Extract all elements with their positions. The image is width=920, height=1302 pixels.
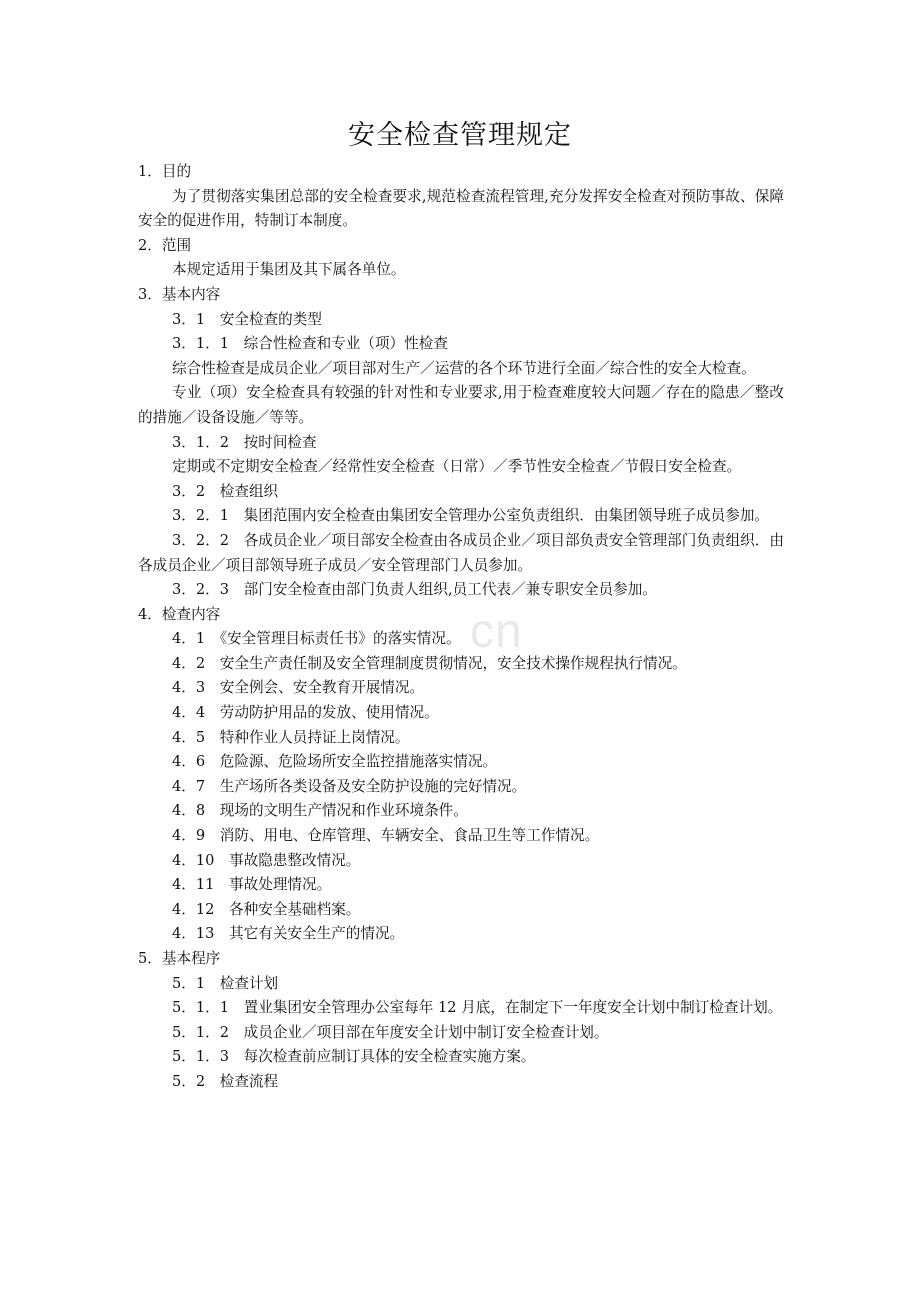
subsection-line: 3．1 安全检查的类型 — [172, 310, 322, 328]
subsection-line: 4．5 特种作业人员持证上岗情况。 — [172, 728, 410, 746]
subsection-line: 3．1．1 综合性检查和专业（项）性检查 — [172, 335, 448, 353]
subsection-line: 5．2 检查流程 — [172, 1072, 279, 1090]
document-body — [138, 160, 784, 1095]
paragraph: 综合性检查是成员企业／项目部对生产／运营的各个环节进行全面／综合性的安全大检查。 — [172, 359, 756, 377]
subsection-line: 4．3 安全例会、安全教育开展情况。 — [172, 679, 425, 697]
paragraph: 专业（项）安全检查具有较强的针对性和专业要求,用于检查难度较大问题／存在的隐患／整改的措施／设备设施／等等。 — [138, 384, 784, 426]
subsection-line: 4．6 危险源、危险场所安全监控措施落实情况。 — [172, 753, 498, 771]
subsection-line: 4．7 生产场所各类设备及安全防护设施的完好情况。 — [172, 777, 527, 795]
section-heading: 2．范围 — [138, 236, 192, 254]
document-title: 安全检查管理规定 — [348, 120, 572, 151]
subsection-line: 4．10 事故隐患整改情况。 — [172, 851, 361, 869]
subsection-line: 5．1．3 每次检查前应制订具体的安全检查实施方案。 — [172, 1048, 536, 1066]
subsection-line: 3．2 检查组织 — [172, 482, 279, 500]
subsection-line: 4．9 消防、用电、仓库管理、车辆安全、食品卫生等工作情况。 — [172, 827, 600, 845]
section-heading: 3．基本内容 — [138, 285, 221, 303]
subsection-line: 5．1．2 成员企业／项目部在年度安全计划中制订安全检查计划。 — [172, 1023, 609, 1041]
paragraph: 3．2．2 各成员企业／项目部安全检查由各成员企业／项目部负责安全管理部门负责组织．由各成员企业／项目部领导班子成员／安全管理部门人员参加。 — [138, 531, 784, 574]
section-heading: 4．检查内容 — [138, 605, 221, 623]
subsection-line: 4．2 安全生产责任制及安全管理制度贯彻情况，安全技术操作规程执行情况。 — [172, 654, 687, 672]
paragraph: 本规定适用于集团及其下属各单位。 — [172, 261, 406, 279]
paragraph: 定期或不定期安全检查／经常性安全检查（日常）／季节性安全检查／节假日安全检查。 — [172, 458, 742, 476]
subsection-line: 5．1 检查计划 — [172, 974, 279, 992]
subsection-line: 4．11 事故处理情况。 — [172, 876, 332, 894]
subsection-line: 4．13 其它有关安全生产的情况。 — [172, 925, 405, 943]
subsection-line: 4．4 劳动防护用品的发放、使用情况。 — [172, 704, 439, 722]
subsection-line: 4．8 现场的文明生产情况和作业环境条件。 — [172, 802, 468, 820]
paragraph: 3．2．1 集团范围内安全检查由集团安全管理办公室负责组织．由集团领导班子成员参加。 — [172, 507, 770, 525]
section-heading: 1．目的 — [138, 163, 192, 180]
section-heading: 5．基本程序 — [138, 950, 221, 967]
subsection-line: 3．1．2 按时间检查 — [172, 433, 317, 451]
subsection-line: 3．2．3 部门安全检查由部门负责人组织,员工代表／兼专职安全员参加。 — [172, 581, 657, 599]
paragraph: 5．1．1 置业集团安全管理办公室每年 12 月底，在制定下一年度安全计划中制订检查计划。 — [172, 999, 783, 1017]
paragraph: 为了贯彻落实集团总部的安全检查要求,规范检查流程管理,充分发挥安全检查对预防事故、保障安全的促进作用，特制订本制度。 — [138, 187, 784, 230]
watermark: cn — [470, 605, 523, 658]
subsection-line: 4．1 《安全管理目标责任书》的落实情况。 — [172, 630, 461, 648]
subsection-line: 4．12 各种安全基础档案。 — [172, 900, 361, 918]
